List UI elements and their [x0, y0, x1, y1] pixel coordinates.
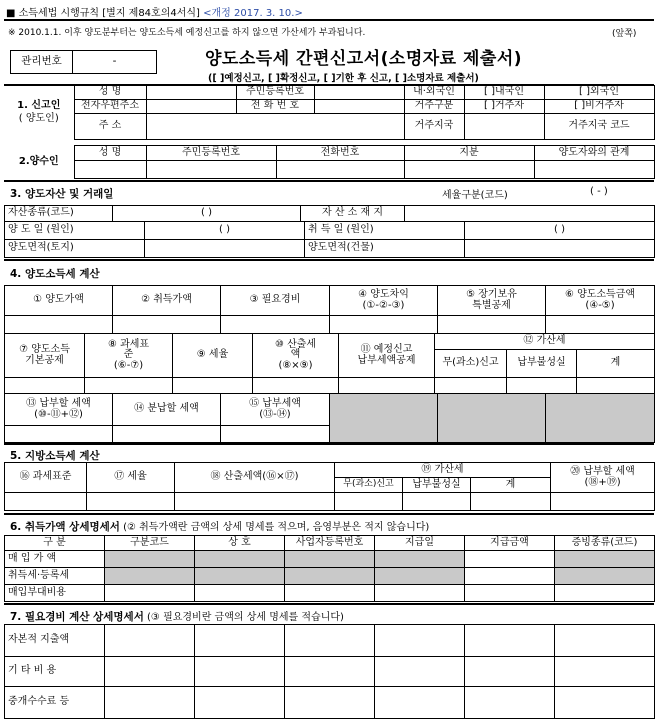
sec7-row-label: 중개수수료 등	[5, 687, 105, 719]
c9-label: ⑨ 세율	[173, 334, 253, 378]
foreign-checkbox[interactable]: [ ]외국인	[544, 86, 654, 100]
c1-label: ① 양도가액	[5, 286, 113, 316]
sec1-label-cell	[4, 86, 74, 140]
sec7-header	[10, 608, 344, 624]
c15-field[interactable]	[221, 426, 330, 443]
c19c-label: 계	[471, 478, 551, 493]
c11-label	[339, 334, 435, 378]
area-land-field[interactable]	[145, 240, 305, 258]
c13-label-b: (⑩-⑪+⑫)	[34, 408, 83, 420]
rrn-label: 주민등록번호	[236, 86, 314, 100]
sec3-dates-table	[4, 221, 655, 258]
sec4-rule	[4, 259, 654, 261]
c6-label	[546, 286, 655, 316]
c12c-label: 계	[577, 350, 655, 378]
acquire-date-field[interactable]: ( )	[465, 222, 655, 240]
form-law-reference	[6, 4, 303, 19]
sec6-field[interactable]	[285, 585, 375, 602]
sec6-col-kind: 구 분	[5, 536, 105, 551]
sec6-col-paydate: 지급일	[375, 536, 465, 551]
resident-checkbox[interactable]: [ ]거주자	[464, 100, 544, 114]
revision-text: <개정 2017. 3. 10.>	[203, 8, 303, 19]
buyer-name-field[interactable]	[74, 161, 146, 179]
c16-label: ⑯ 과세표준	[5, 463, 87, 493]
sec7-field[interactable]	[285, 687, 375, 719]
sec7-field[interactable]	[555, 657, 655, 687]
form-title: 양도소득세 간편신고서(소명자료 제출서)	[205, 49, 523, 69]
sec4-row3-table	[4, 393, 655, 443]
sec7-field[interactable]	[195, 625, 285, 657]
rrn-field[interactable]	[314, 86, 404, 100]
acquire-date-label: 취 득 일 (원인)	[305, 222, 465, 240]
sec7-rule	[4, 603, 654, 605]
c14-field[interactable]	[113, 426, 221, 443]
nonresident-checkbox[interactable]: [ ]비거주자	[544, 100, 654, 114]
sec6-field[interactable]	[105, 585, 195, 602]
c11-label-b: 납부세액공제	[357, 354, 416, 366]
shaded-cell	[375, 568, 465, 585]
c17-label: ⑰ 세율	[87, 463, 175, 493]
tax-rate-class-value[interactable]: ( - )	[590, 186, 608, 197]
nationality-label: 내·외국인	[404, 86, 464, 100]
sec6-col-code: 구분코드	[105, 536, 195, 551]
asset-location-field[interactable]	[405, 206, 655, 222]
c11-field[interactable]	[339, 378, 435, 394]
c4-label-b: (①-②-③)	[362, 299, 405, 311]
mgmt-value[interactable]: -	[73, 51, 157, 74]
shaded-cell	[375, 551, 465, 568]
phone-label: 전 화 번 호	[236, 100, 314, 114]
c20-label	[551, 463, 655, 493]
sec6-col-bizno: 사업자등록번호	[285, 536, 375, 551]
sec3-table	[4, 205, 655, 222]
c7-label	[5, 334, 85, 378]
sec7-field[interactable]	[555, 687, 655, 719]
c8-label-a: ⑧ 과세표	[107, 338, 150, 350]
c19a-field[interactable]	[335, 493, 403, 511]
shaded-cell	[285, 551, 375, 568]
c19a-label: 무(과소)신고	[335, 478, 403, 493]
sec7-field[interactable]	[465, 657, 555, 687]
buyer-phone-field[interactable]	[276, 161, 404, 179]
c12a-field[interactable]	[435, 378, 507, 394]
c19-label: ⑲ 가산세	[335, 463, 551, 478]
sec7-field[interactable]	[375, 625, 465, 657]
country-code-label: 거주지국 코드	[544, 114, 654, 140]
shaded-cell	[105, 568, 195, 585]
c18-field[interactable]	[175, 493, 335, 511]
c15-label-b: (⑬-⑭)	[259, 408, 291, 420]
buyer-share-field[interactable]	[404, 161, 534, 179]
sec7-table	[4, 624, 655, 719]
c5-label-b: 특별공제	[472, 299, 511, 311]
buyer-rrn-field[interactable]	[146, 161, 276, 179]
residence-country-label: 거주지국	[404, 114, 464, 140]
c2-label: ② 취득가액	[113, 286, 221, 316]
shaded-cell	[555, 568, 655, 585]
sec5-table	[4, 462, 655, 511]
sec7-field[interactable]	[375, 657, 465, 687]
buyer-col-rrn: 주민등록번호	[146, 146, 276, 161]
sec6-rule	[4, 513, 654, 515]
c6-label-b: (④-⑤)	[585, 299, 615, 311]
c9-field[interactable]	[173, 378, 253, 394]
sec7-field[interactable]	[285, 657, 375, 687]
sec7-field[interactable]	[195, 687, 285, 719]
shaded-cell	[195, 551, 285, 568]
c11-label-a: ⑪ 예정신고	[360, 344, 413, 355]
area-bldg-field[interactable]	[465, 240, 655, 258]
c12b-field[interactable]	[507, 378, 577, 394]
sec4-row2-table	[4, 333, 655, 394]
c20-label-b: (⑱+⑲)	[584, 476, 621, 488]
sec1-table	[4, 85, 655, 140]
c10-field[interactable]	[253, 378, 339, 394]
sec6-header	[10, 518, 429, 534]
buyer-col-relation: 양도자와의 관계	[534, 146, 654, 161]
sec1-label: 1. 신고인	[17, 99, 61, 111]
c10-label-a: ⑩ 산출세	[274, 338, 317, 350]
c10-label-c: (⑧×⑨)	[278, 359, 313, 371]
c20-label-a: ⑳ 납부할 세액	[570, 466, 635, 477]
c8-label-b: 준	[123, 349, 134, 361]
c4-label-a: ④ 양도차익	[358, 289, 409, 300]
sec6-title: 6. 취득가액 상세명세서	[10, 521, 120, 533]
sec6-amount-field[interactable]	[465, 568, 555, 585]
sec7-field[interactable]	[195, 657, 285, 687]
c8-label	[85, 334, 173, 378]
asset-type-value[interactable]: ( )	[113, 206, 301, 222]
domestic-checkbox[interactable]: [ ]내국인	[464, 86, 544, 100]
sec3-title: 3. 양도자산 및 거래일	[10, 188, 114, 200]
sec6-field[interactable]	[195, 585, 285, 602]
c7-label-a: ⑦ 양도소득	[19, 344, 70, 355]
mgmt-number-box	[10, 50, 157, 74]
sec6-field[interactable]	[465, 585, 555, 602]
sec6-amount-field[interactable]	[465, 551, 555, 568]
c20-field[interactable]	[551, 493, 655, 511]
c12a-label: 무(과소)신고	[435, 350, 507, 378]
c8-label-c: (⑥-⑦)	[113, 359, 144, 371]
shaded-cell	[195, 568, 285, 585]
c5-field[interactable]	[438, 316, 546, 334]
page-side: (앞쪽)	[612, 29, 637, 39]
sec7-field[interactable]	[105, 657, 195, 687]
tax-rate-class-label: 세율구분(코드)	[442, 190, 508, 201]
buyer-col-name: 성 명	[74, 146, 146, 161]
c19c-field[interactable]	[471, 493, 551, 511]
sec6-row-label: 매입부대비용	[5, 585, 105, 602]
c13-label-a: ⑬ 납부할 세액	[26, 398, 91, 409]
c3-label: ③ 필요경비	[221, 286, 330, 316]
c7-field[interactable]	[5, 378, 85, 394]
sec2-table	[4, 145, 655, 179]
c2-field[interactable]	[113, 316, 221, 334]
sec6-col-amount: 지급금액	[465, 536, 555, 551]
sec7-row-label: 자본적 지출액	[5, 625, 105, 657]
phone-field[interactable]	[314, 100, 404, 114]
c15-label	[221, 394, 330, 426]
area-land-label: 양도면적(토지)	[5, 240, 145, 258]
law-text: ■ 소득세법 시행규칙 [별지 제84호의4서식]	[6, 8, 200, 19]
c12b-label: 납부불성실	[507, 350, 577, 378]
sec6-row-label: 취득세·등록세	[5, 568, 105, 585]
buyer-col-phone: 전화번호	[276, 146, 404, 161]
c19b-field[interactable]	[403, 493, 471, 511]
address-label: 주 소	[74, 114, 146, 140]
c6-field[interactable]	[546, 316, 655, 334]
shaded-cell	[285, 568, 375, 585]
sec6-col-company: 상 호	[195, 536, 285, 551]
email-field[interactable]	[146, 100, 236, 114]
c4-label	[330, 286, 438, 316]
sec2-label: 2.양수인	[18, 155, 59, 167]
c4-field[interactable]	[330, 316, 438, 334]
shaded-cell	[330, 394, 438, 443]
c13-field[interactable]	[5, 426, 113, 443]
sec7-field[interactable]	[285, 625, 375, 657]
c13-label	[5, 394, 113, 426]
sec6-col-proof: 증빙종류(코드)	[555, 536, 655, 551]
c6-label-a: ⑥ 양도소득금액	[564, 289, 636, 300]
c8-field[interactable]	[85, 378, 173, 394]
sec7-row-label: 기 타 비 용	[5, 657, 105, 687]
notice-text: ※ 2010.1.1. 이후 양도분부터는 양도소득세 예정신고를 하지 않으면 가산세가 부과됩니다.	[8, 28, 366, 38]
sec6-note: (② 취득가액란 금액의 상세 명세를 적으며, 음영부분은 적지 않습니다)	[123, 522, 430, 533]
c7-label-b: 기본공제	[25, 354, 64, 366]
sec6-row-label: 매 입 가 액	[5, 551, 105, 568]
c17-field[interactable]	[87, 493, 175, 511]
residence-type-label: 거주구분	[404, 100, 464, 114]
shaded-cell	[105, 551, 195, 568]
sec7-title: 7. 필요경비 계산 상세명세서	[10, 611, 144, 623]
shaded-cell	[438, 394, 546, 443]
c18-label: ⑱ 산출세액(⑯×⑰)	[175, 463, 335, 493]
transfer-date-label: 양 도 일 (원인)	[5, 222, 145, 240]
sec6-field[interactable]	[555, 585, 655, 602]
area-bldg-label: 양도면적(건물)	[305, 240, 465, 258]
c19b-label: 납부불성실	[403, 478, 471, 493]
c12-label: ⑫ 가산세	[435, 334, 655, 350]
shaded-cell	[546, 394, 655, 443]
sec1-sublabel: ( 양도인)	[18, 113, 59, 124]
c5-label	[438, 286, 546, 316]
sec7-field[interactable]	[375, 687, 465, 719]
c15-label-a: ⑮ 납부세액	[249, 398, 301, 409]
sec3-rule	[4, 180, 654, 182]
c16-field[interactable]	[5, 493, 87, 511]
c10-label-b: 액	[290, 349, 301, 361]
transfer-date-field[interactable]: ( )	[145, 222, 305, 240]
sec4-row1-table	[4, 285, 655, 334]
c14-label: ⑭ 분납할 세액	[113, 394, 221, 426]
buyer-relation-field[interactable]	[534, 161, 654, 179]
buyer-col-share: 지분	[404, 146, 534, 161]
residence-country-field[interactable]	[464, 114, 544, 140]
mgmt-label: 관리번호	[11, 51, 73, 74]
asset-type-label: 자산종류(코드)	[5, 206, 113, 222]
sec7-field[interactable]	[555, 625, 655, 657]
c5-label-a: ⑤ 장기보유	[466, 289, 517, 300]
sec5-rule	[4, 443, 654, 445]
name-label: 성 명	[74, 86, 146, 100]
sec4-title: 4. 양도소득세 계산	[10, 268, 100, 280]
sec7-field[interactable]	[105, 687, 195, 719]
c10-label	[253, 334, 339, 378]
sec7-note: (③ 필요경비란 금액의 상세 명세를 적습니다)	[147, 612, 344, 623]
c12c-field[interactable]	[577, 378, 655, 394]
sec7-field[interactable]	[105, 625, 195, 657]
asset-location-label: 자 산 소 재 지	[301, 206, 405, 222]
sec6-table	[4, 535, 655, 602]
form-subtitle: ([ ]예정신고, [ ]확정신고, [ ]기한 후 신고, [ ]소명자료 제출서)	[208, 73, 479, 84]
name-field[interactable]	[146, 86, 236, 100]
header-rule	[4, 19, 654, 21]
sec7-field[interactable]	[465, 625, 555, 657]
sec7-field[interactable]	[465, 687, 555, 719]
c1-field[interactable]	[5, 316, 113, 334]
sec5-title: 5. 지방소득세 계산	[10, 450, 100, 462]
shaded-cell	[555, 551, 655, 568]
sec6-field[interactable]	[375, 585, 465, 602]
address-field[interactable]	[146, 114, 404, 140]
email-label: 전자우편주소	[74, 100, 146, 114]
c3-field[interactable]	[221, 316, 330, 334]
